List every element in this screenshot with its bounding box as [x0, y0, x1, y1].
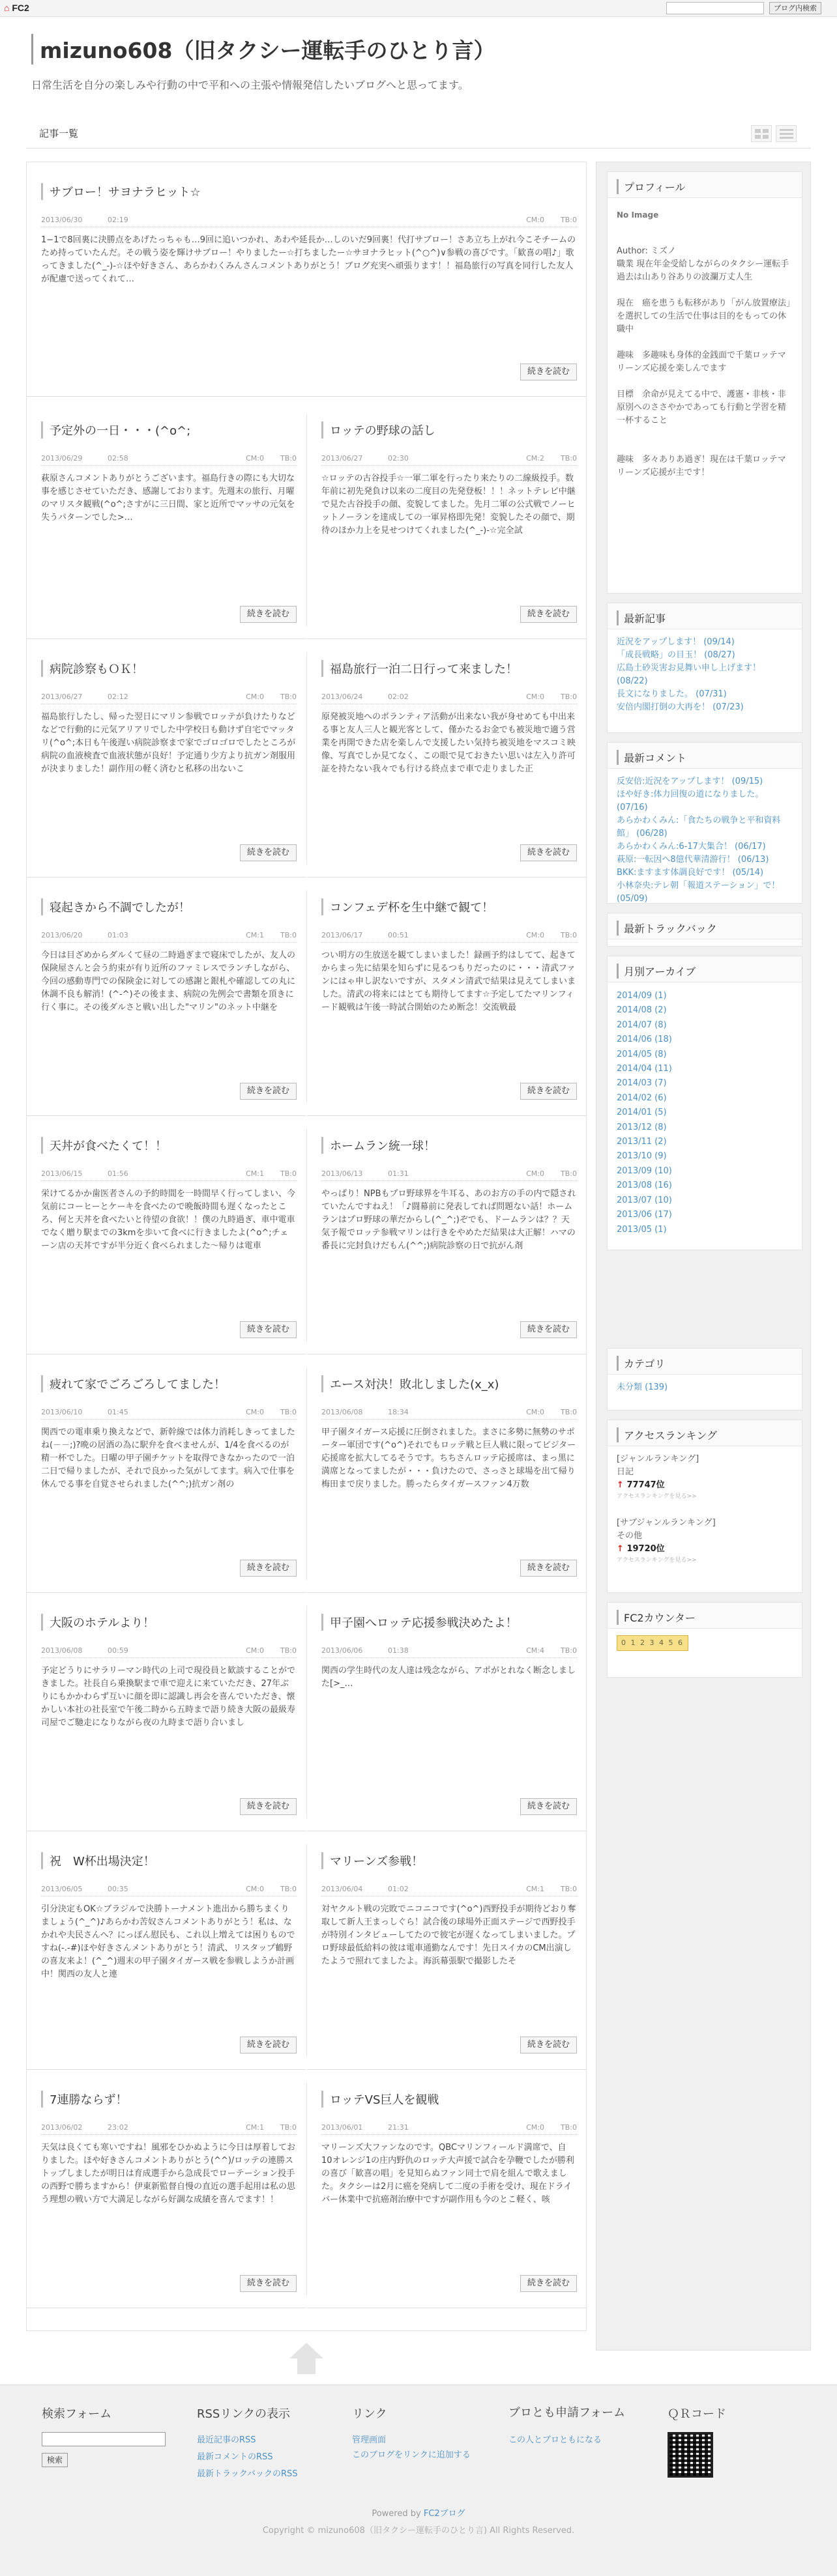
article-card — [307, 401, 586, 639]
trackback-count[interactable]: TB:0 — [280, 693, 297, 701]
article-title[interactable]: マリーンズ参戦！ — [321, 1852, 577, 1869]
read-more-button[interactable]: 続きを読む — [520, 364, 577, 380]
article-card — [27, 1593, 306, 1831]
trackback-widget — [607, 913, 802, 947]
recent-comment-link[interactable]: 萩原:一転因へ8億代華清游行！ (06/13) — [617, 855, 769, 865]
article-meta — [321, 1646, 577, 1658]
archive-link[interactable]: 2013/06 (17) — [617, 1210, 672, 1220]
read-more-button[interactable]: 続きを読む — [520, 2037, 577, 2054]
article-excerpt: 予定どうりにサラリーマン時代の上司で現役員と歓談することができました。社長自ら乗換駅まで車で迎えに来ていただき、27年ぶりにもかかわらず互いに顔を即に認識し再会を喜んでいただき、懐かしい本社の社長室で午後二時から五時まで語り続き大阪の最級寿司屋でご馳走になりながら夜の九時まで語り合いまし — [41, 1666, 296, 1728]
article-excerpt: 福島旅行したし、帰った翌日にマリン参戦でロッテが負けたりなどなどで行動的に元気アリアリでした中学校日も動けず自宅でマッタリ(^o^;本日も午後遅い病院診察まで家でゴロゴロでしたところが病院の血液検査で血液状態が良好！予定通り少方より抗ガン剤服用が決まりました！副作用の軽く済むと私移の出ないこ — [41, 712, 296, 774]
trackback-count[interactable]: TB:0 — [280, 454, 297, 463]
recent-comment-link[interactable]: ほや好き:体力回復の道になりました。 (07/16) — [617, 790, 764, 812]
archive-link[interactable]: 2014/06 (18) — [617, 1035, 672, 1045]
article-time: 18:34 — [388, 1408, 409, 1416]
article-date: 2013/06/04 — [321, 1885, 363, 1893]
trackback-count[interactable]: TB:0 — [561, 2123, 577, 2132]
trackback-count[interactable]: TB:0 — [561, 1885, 577, 1893]
trackback-heading: 最新トラックバック — [617, 921, 717, 936]
profile-line: 過去は山あり谷ありの波瀾万丈人生 — [617, 272, 753, 282]
trackback-count[interactable]: TB:0 — [280, 931, 297, 939]
article-date: 2013/06/10 — [41, 1408, 83, 1416]
column-divider — [306, 414, 307, 626]
page-top-icon[interactable] — [287, 2339, 326, 2378]
category-heading: カテゴリ — [617, 1356, 665, 1371]
footer — [0, 2384, 837, 2576]
profile-line — [617, 440, 794, 453]
qr-code — [668, 2432, 713, 2478]
footer-friend — [508, 2405, 639, 2449]
recent-comment-link[interactable]: BKK:ますます体調良好です！ (05/14) — [617, 868, 764, 878]
article-card — [27, 1116, 306, 1354]
profile-image: No Image — [617, 210, 659, 220]
profile-line: 趣味 多々ありあ過ぎ！現在は千葉ロッテマリーンズ応援が主です！ — [617, 455, 786, 478]
archive-link[interactable]: 2014/09 (1) — [617, 991, 667, 1001]
article-card — [27, 1831, 306, 2070]
counter-display — [617, 1635, 794, 1651]
article-card — [307, 639, 586, 878]
profile-heading: プロフィール — [617, 179, 685, 194]
subgenre-rank-link[interactable]: アクセスランキングを見る>> — [617, 1557, 697, 1564]
rss-entries-link[interactable]: 最近記事のRSS — [197, 2435, 256, 2445]
profile-line: 目標 余命が見えてる中で、護憲・非核・非原別へのささやかであっても行動と学習を精一杯すること — [617, 390, 786, 425]
article-time: 01:31 — [388, 1169, 409, 1178]
article-title[interactable]: ロッテの野球の話し — [321, 422, 577, 438]
column-divider — [306, 1367, 307, 1580]
counter-digits: 0 1 2 3 4 5 6 — [617, 1635, 688, 1651]
article-date: 2013/06/17 — [321, 931, 363, 939]
footer-search — [42, 2405, 166, 2467]
article-meta — [321, 1408, 577, 1420]
article-excerpt: 関西の学生時代の友人達は残念ながら、アポがとれなく断念しました[>_… — [321, 1666, 576, 1689]
trackback-count[interactable]: TB:0 — [561, 216, 577, 224]
archive-list — [617, 989, 794, 1237]
article-card — [27, 162, 586, 397]
counter-heading: FC2カウンター — [617, 1610, 696, 1625]
article-time: 02:02 — [388, 693, 409, 701]
subgenre-name: その他 — [617, 1531, 643, 1541]
genre-rank-link[interactable]: アクセスランキングを見る>> — [617, 1493, 697, 1500]
article-title[interactable]: エース対決！敗北しました(x_x) — [321, 1375, 577, 1392]
article-title[interactable]: 祝 W杯出場決定！ — [41, 1852, 297, 1869]
recent-entry-link[interactable]: 安倍内閣打倒の大再を！ (07/23) — [617, 702, 744, 712]
article-excerpt: 萩原さんコメントありがとうございます。福島行きの際にも大切な事を感じさせていただき、感謝しております。先週末の旅行、月曜のマリスタ観戦(^o^;さすがに三日間、家と近所でマッサの元気を失うパターンでした>… — [41, 474, 295, 522]
article-excerpt: やっぱり！NPBもプロ野球界を牛耳る、あのお方の手の内で隠されていたんですねえ！「♪闘幕前に発表してれば問題ない話！ホームランはプロ野球の華だからし(^_^;)ぞでも、ドームランは？？天気予報でロッテ参戦マリンは行きをやめただ結果は大正解！ハマの番長に完封負けだもん(^^;)病院診察の日で抗がん剤 — [321, 1189, 576, 1251]
article-date: 2013/06/06 — [321, 1646, 363, 1655]
archive-link[interactable]: 2013/09 (10) — [617, 1166, 672, 1176]
article-title[interactable]: ホームラン統一球！ — [321, 1137, 577, 1154]
genre-name: 日記 — [617, 1467, 634, 1477]
article-excerpt: 甲子園タイガース応援に圧倒されました。まさに多勢に無勢のサポーター軍団です(^o^)それでもロッテ戦と巨人戦に限ってビジター応援席を拡大してるそうです。ちちさんロッテ応援席は、まっ黒に満席となってましたが・・・負けたので、さっさと球場を出て帰り梅田まで戻りました。勝ったらタイガースファン4万数 — [321, 1427, 576, 1489]
article-excerpt: 今日は目ざめからダルくて昼の二時過ぎまで寝床でしたが、友人の保険屋さんと会う約束が有り近所のファミレスでランチしながら、今回の感動専門での保険金に対しての感謝と銀札や確認しての丸に休調不良も解消！(^-^)その後まま、病院の先例会で書類を頂きに行く事に。その後ダルさと戦い出した"マリン"のネット中継を — [41, 951, 296, 1012]
article-card — [307, 1354, 586, 1593]
trackback-count[interactable]: TB:0 — [280, 2123, 297, 2132]
article-date: 2013/06/01 — [321, 2123, 363, 2132]
profile-line — [617, 375, 794, 388]
footer-qr — [668, 2405, 726, 2478]
trackback-count[interactable]: TB:0 — [561, 1169, 577, 1178]
comment-count[interactable]: CM:1 — [246, 931, 264, 939]
comment-count[interactable]: CM:0 — [526, 693, 544, 701]
profile-line: Author: ミズノ — [617, 246, 677, 256]
read-more-button[interactable]: 続きを読む — [240, 1798, 297, 1815]
article-meta — [41, 1408, 297, 1420]
article-card — [27, 639, 306, 878]
article-card — [307, 1116, 586, 1354]
article-card — [27, 878, 306, 1116]
category-list — [617, 1381, 794, 1394]
article-date: 2013/06/08 — [321, 1408, 363, 1416]
trackback-count[interactable]: TB:0 — [561, 454, 577, 463]
article-excerpt: つい明方の生放送を観てしまいました！録画予約はしてて、起きてからまっ先に結果を知らずに見るつもりだったのに・・・清武ファンにはゃ申し訳ないですが、スタメン清武で結果は見えてしまいました。清武の将来にはとても期待してます☆予定してたマリンフィード観戦は午後一時試合開始のため断念！交流戦最 — [321, 951, 576, 1012]
article-card — [307, 1831, 586, 2070]
article-time: 21:31 — [388, 2123, 409, 2132]
archive-link[interactable]: 2014/07 (8) — [617, 1020, 667, 1030]
article-meta — [321, 1169, 577, 1181]
archive-link[interactable]: 2013/05 (1) — [617, 1224, 667, 1235]
article-excerpt: 対ヤクルト戦の完敗でニコニコです(^o^)西野投手が期待どおり奪取して新人王まっしぐら！試合後の球場外正面ステージで西野投手が特別インタビューしてたので彼宅が遅くなってしまいました。プロ野球最低給料の彼は電車通勤なんです！先日スイカのCM出演したようで照れてましたよ。海浜幕張駅で撮影したそ — [321, 1904, 576, 1966]
recent-entries-heading: 最新記事 — [617, 610, 666, 625]
fc2blog-link[interactable]: FC2ブログ — [423, 2509, 465, 2519]
article-meta — [41, 1885, 297, 1896]
article-meta — [41, 931, 297, 943]
comment-count[interactable]: CM:0 — [526, 1408, 544, 1416]
article-time: 00:35 — [108, 1885, 128, 1893]
article-title[interactable]: ロッテVS巨人を観戦 — [321, 2091, 577, 2108]
powered-by: Powered by FC2ブログ — [372, 2509, 465, 2519]
trackback-count[interactable]: TB:0 — [280, 1646, 297, 1655]
trackback-count[interactable]: TB:0 — [280, 1169, 297, 1178]
recent-comments-list — [617, 775, 794, 906]
footer-qr-heading: ＱＲコード — [668, 2407, 726, 2421]
trackback-count[interactable]: TB:0 — [561, 1646, 577, 1655]
comment-count[interactable]: CM:0 — [246, 1646, 264, 1655]
article-meta — [41, 1169, 297, 1181]
rank-arrow-icon: ↑ — [617, 1544, 624, 1554]
blog-search-input[interactable] — [666, 2, 764, 14]
article-date: 2013/06/27 — [41, 693, 83, 701]
article-date: 2013/06/24 — [321, 693, 363, 701]
recent-comments-widget — [607, 742, 802, 904]
article-title[interactable]: サブロー！サヨナラヒット☆ — [41, 183, 577, 200]
recent-comments-heading: 最新コメント — [617, 750, 686, 765]
article-time: 23:02 — [108, 2123, 128, 2132]
article-time: 01:38 — [388, 1646, 409, 1655]
read-more-button[interactable]: 続きを読む — [240, 606, 297, 623]
article-title[interactable]: 大阪のホテルより！ — [41, 1614, 297, 1631]
recent-entry-link[interactable]: 「成長戦略」の目玉！ (08/27) — [617, 650, 735, 660]
comment-count[interactable]: CM:0 — [246, 1408, 264, 1416]
archive-link[interactable]: 2013/07 (10) — [617, 1195, 672, 1205]
article-date: 2013/06/20 — [41, 931, 83, 939]
article-card — [27, 401, 306, 639]
archive-link[interactable]: 2013/11 (2) — [617, 1137, 667, 1147]
admin-link[interactable]: 管理画面 — [352, 2435, 387, 2445]
read-more-button[interactable]: 続きを読む — [240, 844, 297, 861]
blog-search-button[interactable]: ブログ内検索 — [769, 2, 821, 14]
read-more-button[interactable]: 続きを読む — [240, 1083, 297, 1100]
footer-rss — [197, 2405, 298, 2483]
article-date: 2013/06/13 — [321, 1169, 363, 1178]
article-excerpt: 関西での電車乗り換えなどで、新幹線では体力消耗しきってましたね(－－;)?晩の居酒の為に駅弁を食べませんが、1/4を食べるのが精一杯でした。日曜の甲子園チケットを取得できなかったので一泊二日で帰りましたが、それで良かった気がしてます。病入で仕事を休んでる事を自覚させられました(^^;)抗ガン剤の — [41, 1427, 295, 1489]
article-time: 02:12 — [108, 693, 128, 701]
article-time: 01:03 — [108, 931, 128, 939]
category-link[interactable]: 未分類 (139) — [617, 1382, 668, 1392]
archive-link[interactable]: 2014/03 (7) — [617, 1078, 667, 1089]
archive-link[interactable]: 2013/12 (8) — [617, 1122, 667, 1132]
article-title[interactable]: 7連勝ならず！ — [41, 2091, 297, 2108]
article-card — [307, 1593, 586, 1831]
article-list-link[interactable]: 記事一覧 — [39, 128, 79, 139]
article-time: 02:19 — [108, 216, 128, 224]
article-excerpt: 1−1で8回裏に決勝点をあげたっちゃも…9回に追いつかれ、あわや延長か…しのいだ9回裏！代打サブロー！さあ立ち上がれ今こそチームのため持っていたんだ。その戦う姿を輝けサブロー！やりましたー☆打ちましたー☆サヨナラヒット(^○^)∨参戦の喜びです。「歓喜の唱♪」歌ってきました(^_-)-☆ほや好きさん、あらかわくみんさんコメントありがとう！ブログ充実へ頑張ります！！福島旅行の写真を同行した友人が配慮で送ってくれて… — [41, 235, 576, 284]
trackback-count[interactable]: TB:0 — [561, 1408, 577, 1416]
article-title[interactable]: 予定外の一日・・・(^o^; — [41, 422, 297, 438]
category-widget — [607, 1348, 802, 1410]
column-divider — [306, 1129, 307, 1341]
read-more-button[interactable]: 続きを読む — [520, 844, 577, 861]
recent-entry-link[interactable]: 近況をアップします！ (09/14) — [617, 637, 735, 647]
footer-search-input[interactable] — [42, 2432, 166, 2446]
column-divider — [306, 652, 307, 865]
recent-entries-widget — [607, 603, 802, 733]
column-divider — [306, 891, 307, 1103]
article-date: 2013/06/05 — [41, 1885, 83, 1893]
ranking-heading: アクセスランキング — [617, 1427, 717, 1442]
article-grid — [26, 162, 587, 2331]
article-card — [27, 2070, 306, 2308]
profile-line — [617, 284, 794, 297]
comment-count[interactable]: CM:1 — [526, 1885, 544, 1893]
blog-title[interactable]: mizuno608（旧タクシー運転手のひとり言） — [31, 34, 495, 64]
comment-count[interactable]: CM:2 — [526, 454, 544, 463]
read-more-button[interactable]: 続きを読む — [240, 2037, 297, 2054]
rank-arrow-icon: ↑ — [617, 1480, 624, 1490]
article-date: 2013/06/30 — [41, 216, 83, 224]
article-meta — [41, 454, 297, 466]
friend-request-link[interactable]: この人とブロともになる — [508, 2435, 602, 2445]
article-title[interactable]: 天丼が食べたくて！！ — [41, 1137, 297, 1154]
profile-line: 職業 現在年金受給しながらのタクシー運転手 — [617, 259, 789, 269]
genre-rank: 77747位 — [626, 1480, 665, 1490]
article-date: 2013/06/02 — [41, 2123, 83, 2132]
recent-comment-link[interactable]: あらかわくみん:6-17大集合！ (06/17) — [617, 842, 766, 852]
grid-view-icon[interactable] — [751, 125, 772, 142]
fc2-header-bar — [0, 0, 837, 17]
article-time: 01:02 — [388, 1885, 409, 1893]
footer-search-button[interactable]: 検索 — [42, 2453, 68, 2467]
read-more-button[interactable]: 続きを読む — [520, 2275, 577, 2292]
trackback-count[interactable]: TB:0 — [280, 1885, 297, 1893]
article-card — [307, 2070, 586, 2308]
column-divider — [306, 1606, 307, 1818]
read-more-button[interactable]: 続きを読む — [520, 1083, 577, 1100]
article-time: 00:51 — [388, 931, 409, 939]
column-divider — [306, 1844, 307, 2057]
article-title[interactable]: 病院診察もＯＫ！ — [41, 660, 297, 677]
archive-link[interactable]: 2014/08 (2) — [617, 1005, 667, 1016]
add-link-link[interactable]: このブログをリンクに追加する — [352, 2450, 471, 2460]
archive-link[interactable]: 2014/04 (11) — [617, 1064, 672, 1074]
ranking-widget — [607, 1420, 802, 1593]
article-title[interactable]: 福島旅行一泊二日行って来ました！ — [321, 660, 577, 677]
archive-widget — [607, 956, 802, 1250]
sidebar — [596, 162, 811, 2351]
genre-label: [ジャンルランキング] — [617, 1454, 699, 1464]
trackback-count[interactable]: TB:0 — [280, 1408, 297, 1416]
article-meta — [321, 693, 577, 704]
comment-count[interactable]: CM:1 — [246, 1169, 264, 1178]
recent-comment-link[interactable]: 小林奈央:テレ朝「報道ステーション」で！ (05/09) — [617, 881, 780, 904]
article-excerpt: マリーンズ大ファンなのです。QBCマリンフィールド満席で、自10オレンジ1の庄内野仇のロッテ大声援で試合を孕鞭でしたが勝利の喜び「歓喜の唱」を見知らぬファン同士で肩を組んで歌えました。タクシーは2月に癌を発病して二度の手術を受け、現在ドライバー休業中で抗癌剤治療中ですが副作用も今のとこ軽く、咳 — [321, 2143, 574, 2205]
article-date: 2013/06/08 — [41, 1646, 83, 1655]
comment-count[interactable]: CM:4 — [526, 1646, 544, 1655]
rss-trackbacks-link[interactable]: 最新トラックバックのRSS — [197, 2469, 298, 2479]
article-excerpt: 原発被災地へのボランティア活動が出来ない我が身せめても中出来る事と友人三人と観光客として、僅かたるお金でも被災地で適う営業を再開できた店を楽しんで支援したい気持ち被災地をマスコミ映像、写真でしか見てなく、この眼で見ておきたい思いは左入り許可証を持たない我々でも行ける終点まで車で走りました正 — [321, 712, 576, 774]
article-meta — [41, 2123, 297, 2135]
read-more-button[interactable]: 続きを読む — [520, 1798, 577, 1815]
profile-line — [617, 336, 794, 349]
article-time: 02:30 — [388, 454, 409, 463]
footer-links-heading: リンク — [352, 2407, 387, 2421]
read-more-button[interactable]: 続きを読む — [240, 1321, 297, 1338]
comment-count[interactable]: CM:0 — [526, 1169, 544, 1178]
profile-widget — [607, 171, 802, 594]
profile-line — [617, 427, 794, 440]
article-title[interactable]: コンフェデ杯を生中継で観て！ — [321, 898, 577, 915]
recent-comment-link[interactable]: 反安倍:近況をアップします！ (09/15) — [617, 777, 763, 786]
article-title[interactable]: 甲子園へロッテ応援参戦決めたよ！ — [321, 1614, 577, 1631]
read-more-button[interactable]: 続きを読む — [520, 1560, 577, 1577]
ranking-body — [617, 1453, 794, 1565]
recent-comment-link[interactable]: あらかわくみん:「食たちの戦争と平和資料館」 (06/28) — [617, 816, 781, 838]
archive-link[interactable]: 2013/10 (9) — [617, 1151, 667, 1162]
archive-link[interactable]: 2014/01 (5) — [617, 1108, 667, 1118]
article-excerpt: 栄けてるかか歯医者さんの予約時間を一時間早く行ってしまい、今気前にコーヒーとケーキを食べたので晩飯時間も遅くなったところ、何と天丼を食べたいと待望の食欲！！僕の九時過ぎ、車中電車でなく贈り駅までの3kmを歩いて食べに行きましたよ(^o^;チェーン店の天丼ですが半分近く食べられました～帰りは電車 — [41, 1189, 296, 1251]
comment-count[interactable]: CM:0 — [526, 216, 544, 224]
read-more-button[interactable]: 続きを読む — [240, 2275, 297, 2292]
article-meta — [41, 1646, 297, 1658]
footer-links — [352, 2405, 489, 2462]
read-more-button[interactable]: 続きを読む — [520, 1321, 577, 1338]
footer-friend-heading: ブロとも申請フォーム — [508, 2406, 626, 2420]
recent-entries-list — [617, 636, 794, 714]
comment-count[interactable]: CM:1 — [246, 2123, 264, 2132]
article-meta — [321, 931, 577, 943]
footer-rss-heading: RSSリンクの表示 — [197, 2407, 290, 2421]
blog-description: 日常生活を自分の楽しみや行動の中で平和への主張や情報発信したいブログへと思ってます。 — [31, 79, 469, 91]
article-date: 2013/06/15 — [41, 1169, 83, 1178]
archive-link[interactable]: 2014/05 (8) — [617, 1049, 667, 1059]
article-excerpt: 天気は良くても寒いですね！風邪をひかぬように今日は厚着しておりました。ほや好きさんコメントありがとう(^^)/ロッテの連勝ストップしましたが明日は育成選手から急成長でローテーション投手の西野で勝ちますから！伊東新監督自慢の直近の選手起用は私の思う理想の戦い方で大満足しながら好調な成績を喜んでます！！ — [41, 2143, 296, 2205]
article-date: 2013/06/29 — [41, 454, 83, 463]
article-title[interactable]: 疲れて家でごろごろしてました！ — [41, 1375, 297, 1392]
article-card — [27, 1354, 306, 1593]
read-more-button[interactable]: 続きを読む — [240, 1560, 297, 1577]
subgenre-label: [サブジャンルランキング] — [617, 1518, 716, 1528]
article-meta — [321, 454, 577, 466]
trackback-count[interactable]: TB:0 — [561, 931, 577, 939]
article-time: 00:59 — [108, 1646, 128, 1655]
comment-count[interactable]: CM:0 — [246, 693, 264, 701]
profile-line: 趣味 多趣味も身体的金銭面で千葉ロッテマリーンズ応援を楽しんでます — [617, 351, 786, 373]
trackback-count[interactable]: TB:0 — [561, 693, 577, 701]
comment-count[interactable]: CM:0 — [246, 454, 264, 463]
article-meta — [321, 1885, 577, 1896]
column-divider — [306, 2083, 307, 2295]
comment-count[interactable]: CM:0 — [526, 931, 544, 939]
article-time: 02:58 — [108, 454, 128, 463]
article-meta — [41, 693, 297, 704]
article-date: 2013/06/27 — [321, 454, 363, 463]
article-excerpt: ☆ロッテの古谷投手☆一軍二軍を行ったり来たりの二線級投手。数年前に初先発負け以来の二度目の先発登板！！！ネットテレビ中継で見た古谷投手の顔、変貌してました。先月二軍の公式戦でノーヒットノーランを達成しての一軍昇格即先発！変貌したその顔で、期待のほか力上を見せつけてくれました(^_-)-☆完全試 — [321, 474, 576, 536]
counter-widget — [607, 1602, 802, 1678]
nav-bar — [26, 119, 811, 149]
archive-link[interactable]: 2014/02 (6) — [617, 1093, 667, 1103]
footer-search-heading: 検索フォーム — [42, 2407, 112, 2421]
article-title[interactable]: 寝起きから不調でしたが！ — [41, 898, 297, 915]
subgenre-rank: 19720位 — [626, 1544, 665, 1554]
list-view-icon[interactable] — [776, 125, 797, 142]
article-meta — [321, 2123, 577, 2135]
article-meta — [41, 216, 577, 227]
recent-entry-link[interactable]: 広島土砂災害お見舞い申し上げます！ (08/22) — [617, 663, 761, 686]
article-time: 01:56 — [108, 1169, 128, 1178]
profile-text — [617, 205, 794, 479]
rss-comments-link[interactable]: 最新コメントのRSS — [197, 2452, 273, 2462]
article-card — [307, 878, 586, 1116]
fc2-logo[interactable]: ⌂ FC2 — [4, 3, 29, 13]
recent-entry-link[interactable]: 長文になりました。 (07/31) — [617, 689, 727, 699]
article-time: 01:45 — [108, 1408, 128, 1416]
copyright: Copyright © mizuno608（旧タクシー運転手のひとり言) All Rights Reserved. — [262, 2526, 575, 2536]
comment-count[interactable]: CM:0 — [246, 1885, 264, 1893]
archive-link[interactable]: 2013/08 (16) — [617, 1181, 672, 1191]
article-excerpt: 引分決定もOK☆ブラジルで決勝トーナメント進出から勝ちまくりましょう(^_^)♪あらかわ苦奴さんコメントありがとう！私は、なかれや夫民さんへ？にっぽん慰民も、これ以上増えては困りものですね(-.-#)ほや好きさんメントありがとう！清武、リスタップ鶴野の喜友来よ！(^_^)週末の甲子園タイガース戦を参戦しようか計画中！関西の友人と連 — [41, 1904, 295, 1979]
profile-line: 現在 癌を患うも転移があり「がん放置療法」を選択しての生活で仕事は目的をもっての休職中 — [617, 298, 791, 334]
read-more-button[interactable]: 続きを読む — [520, 606, 577, 623]
archive-heading: 月別アーカイブ — [617, 964, 696, 979]
comment-count[interactable]: CM:0 — [526, 2123, 544, 2132]
